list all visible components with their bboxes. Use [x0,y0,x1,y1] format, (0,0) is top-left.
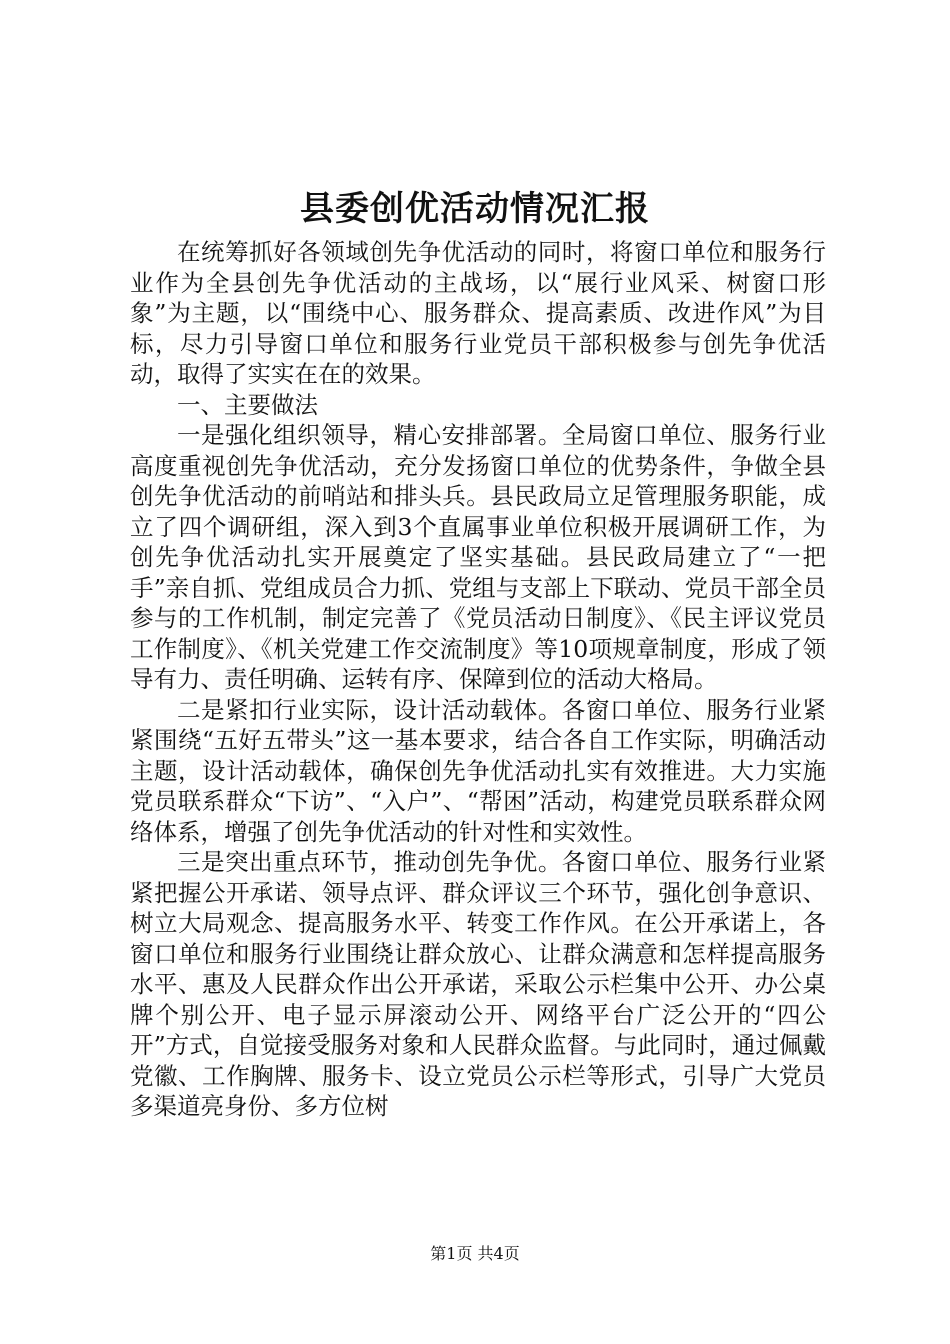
document-body [130,237,826,1122]
paragraph-intro: 在统筹抓好各领域创先争优活动的同时，将窗口单位和服务行业作为全县创先争优活动的主战场，以“展行业风采、树窗口形象”为主题，以“围绕中心、服务群众、提高素质、改进作风”为目标，尽力引导窗口单位和服务行业党员干部积极参与创先争优活动，取得了实实在在的效果。 [130,238,826,388]
paragraph-key-links: 三是突出重点环节，推动创先争优。各窗口单位、服务行业紧紧把握公开承诺、领导点评、群众评议三个环节，强化创争意识、树立大局观念、提高服务水平、转变工作作风。在公开承诺上，各窗口单位和服务行业围绕让群众放心、让群众满意和怎样提高服务水平、惠及人民群众作出公开承诺，采取公示栏集中公开、办公桌牌个别公开、电子显示屏滚动公开、网络平台广泛公开的“四公开”方式，自觉接受服务对象和人民群众监督。与此同时，通过佩戴党徽、工作胸牌、服务卡、设立党员公示栏等形式，引导广大党员多渠道亮身份、多方位树 [130,848,826,1120]
document-title: 县委创优活动情况汇报 [300,189,650,229]
paragraph-organization: 一是强化组织领导，精心安排部署。全局窗口单位、服务行业高度重视创先争优活动，充分发扬窗口单位的优势条件，争做全县创先争优活动的前哨站和排头兵。县民政局立足管理服务职能，成立了四个调研组，深入到3个直属事业单位积极开展调研工作，为创先争优活动扎实开展奠定了坚实基础。县民政局建立了“一把手”亲自抓、党组成员合力抓、党组与支部上下联动、党员干部全员参与的工作机制，制定完善了《党员活动日制度》、《民主评议党员工作制度》、《机关党建工作交流制度》等10项规章制度，形成了领导有力、责任明确、运转有序、保障到位的活动大格局。 [130,421,826,693]
page-footer: 第1页 共4页 [430,1244,520,1263]
paragraph-activity-carriers: 二是紧扣行业实际，设计活动载体。各窗口单位、服务行业紧紧围绕“五好五带头”这一基本要求，结合各自工作实际，明确活动主题，设计活动载体，确保创先争优活动扎实有效推进。大力实施党员联系群众“下访”、“入户”、“帮困”活动，构建党员联系群众网络体系，增强了创先争优活动的针对性和实效性。 [130,695,826,846]
section-heading-main-practices: 一、主要做法 [177,390,318,419]
